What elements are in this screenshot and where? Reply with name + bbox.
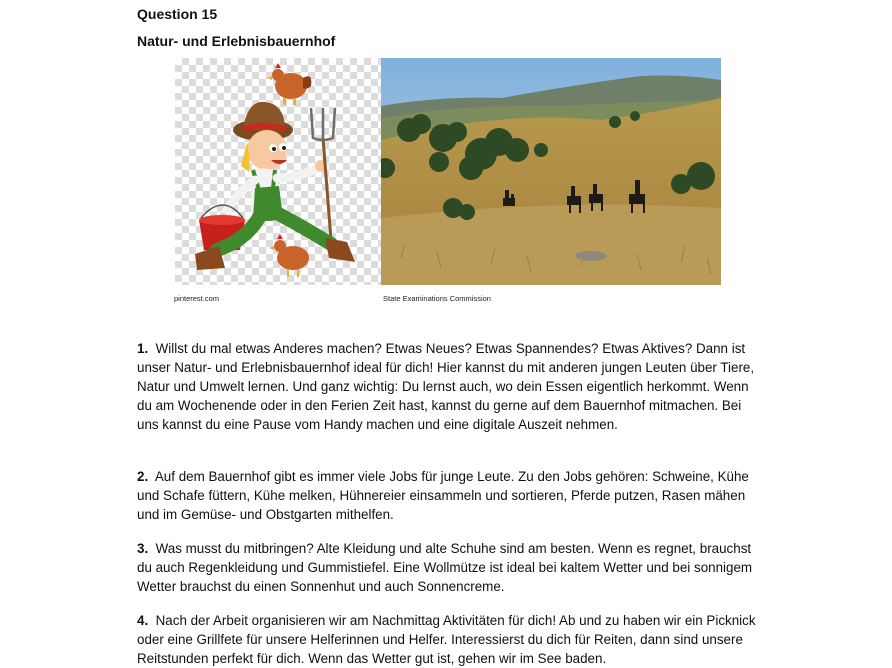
farmer-clipart (175, 58, 381, 285)
paragraph-4 (137, 611, 762, 668)
paragraph-text: Willst du mal etwas Anderes machen? Etwas Neues? Etwas Spannendes? Etwas Aktives? Dann ist unser Natur- und Erlebnisbauernhof ideal für dich! Hier kannst du mit anderen jungen Leuten über Tiere, Natur und Umwelt lernen. Und ganz wichtig: Du lernst auch, wo dein Essen eigentlich herkommt. Wenn du am Wochenende oder in den Ferien Zeit hast, kannst du gerne auf dem Bauernhof mitmachen. Bei uns kannst du eine Pause vom Handy machen und eine digitale Auszeit nehmen. (137, 341, 755, 432)
landscape-photo (381, 58, 721, 285)
question-number: Question 15 (137, 6, 218, 22)
paragraph-text: Was musst du mitbringen? Alte Kleidung und alte Schuhe sind am besten. Wenn es regnet, brauchst du auch Regenkleidung und Gummistiefel. Eine Wollmütze ist ideal bei kaltem Wetter und bei sonnigem Wetter brauchst du einen Sonnenhut und auch Sonnencreme. (137, 541, 753, 594)
paragraph-2 (137, 467, 762, 524)
horse-riders-scene (381, 58, 721, 285)
paragraph-number: 4. (137, 613, 149, 628)
paragraph-text: Auf dem Bauernhof gibt es immer viele Jobs für junge Leute. Zu den Jobs gehören: Schweine, Kühe und Schafe füttern, Kühe melken, Hühnereier einsammeln und sortieren, Pferde putzen, Rasen mähen und im Gemüse- und Obstgarten mithelfen. (137, 469, 749, 522)
paragraph-number: 3. (137, 541, 149, 556)
paragraph-3 (137, 539, 762, 596)
paragraph-number: 1. (137, 341, 149, 356)
paragraph-number: 2. (137, 469, 149, 484)
figure (175, 58, 721, 285)
paragraph-text: Nach der Arbeit organisieren wir am Nachmittag Aktivitäten für dich! Ab und zu haben wir ein Picknick oder eine Grillfete für unsere Helferinnen und Helfer. Interessierst du dich für Reiten, dann sind unsere Reitstunden perfekt für dich. Wenn das Wetter gut ist, gehen wir im See baden. (137, 613, 756, 666)
document-title: Natur- und Erlebnisbauernhof (137, 33, 336, 49)
image-credit-right: State Examinations Commission (383, 294, 491, 303)
image-credit-left: pinterest.com (174, 294, 220, 303)
paragraph-1 (137, 339, 762, 434)
farmer-illustration (175, 58, 381, 285)
